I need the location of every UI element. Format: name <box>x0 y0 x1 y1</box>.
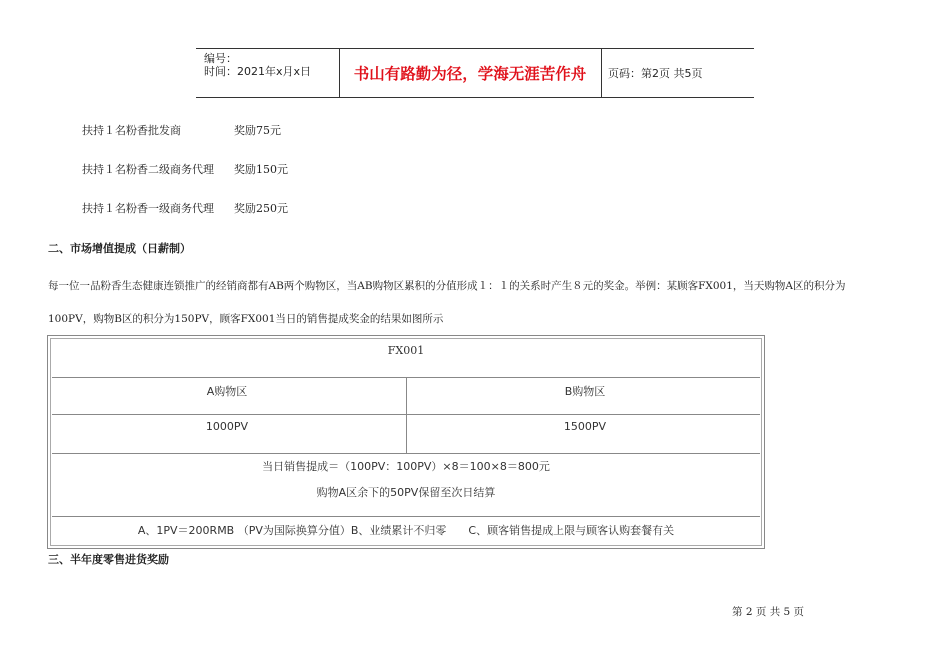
section2-para-line2: 100PV，购物B区的积分为150PV，顾客FX001当日的销售提成奖金的结果如图所示 <box>48 313 444 325</box>
table-divider <box>52 414 760 415</box>
page-footer: 第 2 页 共 5 页 <box>732 606 805 618</box>
col-b-value: 1500PV <box>563 420 607 433</box>
time-label: 时间：2021年x月x日 <box>204 65 312 78</box>
col-a-header: A购物区 <box>206 385 248 398</box>
reward-value-3: 奖励250元 <box>234 202 288 215</box>
header-meta <box>196 49 340 97</box>
notes-row: A、1PV＝200RMB （PV为国际换算分值）B、业绩累计不归零 C、顾客销售提成上限与顾客认购套餐有关 <box>137 524 675 537</box>
page-header <box>196 48 754 98</box>
col-a-value: 1000PV <box>205 420 249 433</box>
section2-para-line1: 每一位一品粉香生态健康连锁推广的经销商都有AB两个购物区，当AB购物区累积的分值形成１：１的关系时产生８元的奖金。举例：某顾客FX001，当天购物A区的积分为 <box>48 280 846 292</box>
reward-value-2: 奖励150元 <box>234 163 288 176</box>
remain-row: 购物A区余下的50PV保留至次日结算 <box>316 486 496 499</box>
table-divider <box>52 453 760 454</box>
reward-label-1: 扶持１名粉香批发商 <box>82 124 181 137</box>
table-divider <box>52 516 760 517</box>
number-label: 编号： <box>204 52 237 65</box>
section2-title: 二、市场增值提成（日薪制） <box>48 242 191 255</box>
section3-title: 三、半年度零售进货奖励 <box>48 553 169 566</box>
col-b-header: B购物区 <box>564 385 606 398</box>
calc-row: 当日销售提成＝（100PV：100PV）×8＝100×8＝800元 <box>262 460 550 473</box>
header-page-code: 页码：第2页 共5页 <box>608 67 703 80</box>
reward-label-3: 扶持１名粉香一级商务代理 <box>82 202 214 215</box>
table-title: FX001 <box>387 344 425 357</box>
reward-value-1: 奖励75元 <box>234 124 281 137</box>
reward-label-2: 扶持１名粉香二级商务代理 <box>82 163 214 176</box>
header-motto: 书山有路勤为径，学海无涯苦作舟 <box>339 49 602 97</box>
bonus-table <box>47 335 765 549</box>
